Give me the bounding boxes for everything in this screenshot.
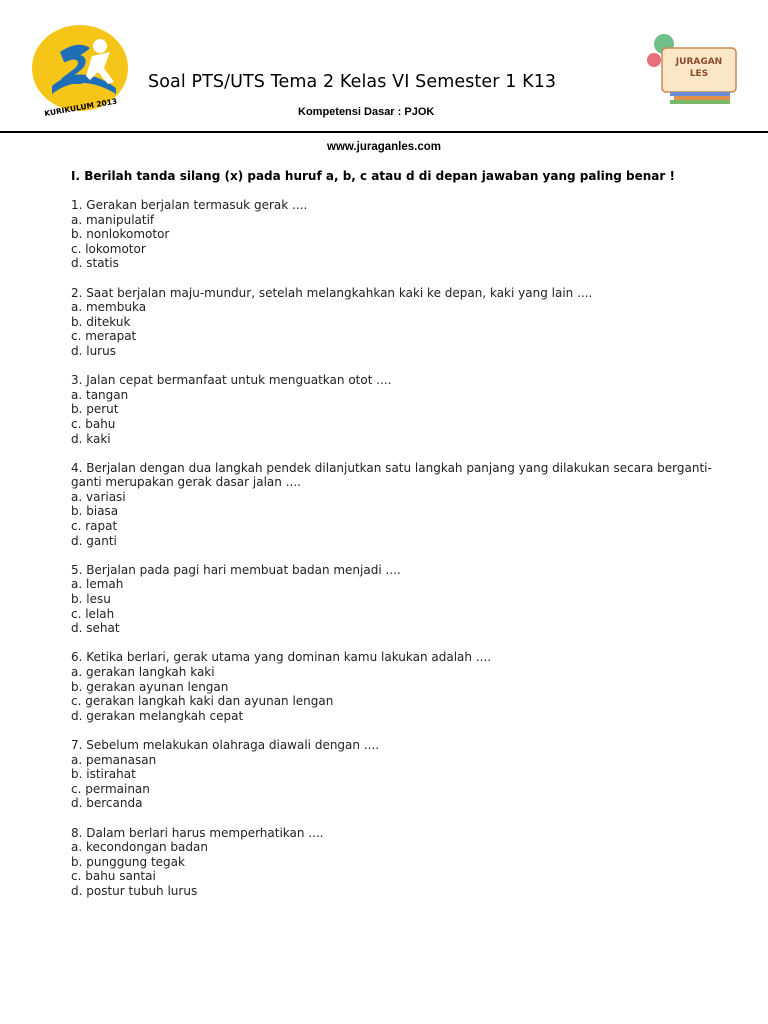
answer-option: b. perut bbox=[71, 402, 119, 417]
page-subtitle: Kompetensi Dasar : PJOK bbox=[298, 106, 435, 118]
answer-option: c. bahu bbox=[71, 416, 116, 431]
answer-option: a. pemanasan bbox=[71, 752, 157, 767]
answer-option: c. gerakan langkah kaki dan ayunan lengan bbox=[71, 694, 334, 709]
answer-option: c. rapat bbox=[71, 519, 118, 534]
page-title: Soal PTS/UTS Tema 2 Kelas VI Semester 1 K13 bbox=[148, 72, 557, 92]
answer-option: d. gerakan melangkah cepat bbox=[71, 708, 244, 723]
svg-text:2: 2 bbox=[60, 48, 88, 94]
question-3 bbox=[71, 373, 731, 446]
answer-option: d. statis bbox=[71, 256, 119, 271]
question-stem: 5. Berjalan pada pagi hari membuat badan menjadi .... bbox=[71, 562, 401, 577]
answer-option: c. lelah bbox=[71, 606, 115, 621]
question-5 bbox=[71, 563, 731, 636]
answer-option: a. variasi bbox=[71, 489, 126, 504]
answer-option: c. permainan bbox=[71, 781, 150, 796]
question-4 bbox=[71, 461, 731, 549]
instruction-text: I. Berilah tanda silang (x) pada huruf a, b, c atau d di depan jawaban yang paling benar ! bbox=[71, 169, 675, 183]
question-stem: 6. Ketika berlari, gerak utama yang dominan kamu lakukan adalah .... bbox=[71, 650, 492, 665]
answer-option: c. merapat bbox=[71, 329, 137, 344]
question-sheet bbox=[71, 169, 731, 913]
answer-option: d. lurus bbox=[71, 343, 116, 358]
answer-option: a. manipulatif bbox=[71, 212, 155, 227]
svg-text:LES: LES bbox=[689, 69, 709, 79]
answer-option: b. gerakan ayunan lengan bbox=[71, 679, 229, 694]
svg-text:KURIKULUM 2013: KURIKULUM 2013 bbox=[43, 96, 118, 118]
question-7 bbox=[71, 738, 731, 811]
answer-option: b. punggung tegak bbox=[71, 854, 185, 869]
header-divider bbox=[0, 131, 768, 133]
answer-option: a. lemah bbox=[71, 577, 124, 592]
question-stem: 1. Gerakan berjalan termasuk gerak .... bbox=[71, 198, 308, 212]
answer-option: d. bercanda bbox=[71, 796, 143, 811]
answer-option: b. biasa bbox=[71, 504, 119, 519]
answer-option: c. lokomotor bbox=[71, 241, 146, 256]
answer-option: a. tangan bbox=[71, 387, 129, 402]
answer-option: b. ditekuk bbox=[71, 314, 131, 329]
juragan-les-logo bbox=[636, 30, 744, 106]
answer-option: d. sehat bbox=[71, 621, 120, 636]
svg-text:JURAGAN: JURAGAN bbox=[675, 57, 723, 67]
question-8 bbox=[71, 826, 731, 899]
answer-option: c. bahu santai bbox=[71, 869, 156, 884]
answer-option: d. postur tubuh lurus bbox=[71, 883, 198, 898]
answer-option: d. ganti bbox=[71, 533, 117, 548]
question-stem: 4. Berjalan dengan dua langkah pendek dilanjutkan satu langkah panjang yang dilakukan secara berganti-ganti merupakan gerak dasar jalan .... bbox=[71, 460, 712, 490]
question-1 bbox=[71, 198, 731, 271]
answer-option: b. nonlokomotor bbox=[71, 227, 170, 242]
answer-option: a. kecondongan badan bbox=[71, 840, 208, 855]
question-6 bbox=[71, 650, 731, 723]
question-stem: 7. Sebelum melakukan olahraga diawali dengan .... bbox=[71, 737, 380, 752]
question-list bbox=[71, 198, 731, 899]
website-link[interactable]: www.juraganles.com bbox=[327, 141, 441, 153]
answer-option: a. gerakan langkah kaki bbox=[71, 665, 215, 679]
question-stem: 3. Jalan cepat bermanfaat untuk menguatkan otot .... bbox=[71, 373, 392, 388]
answer-option: b. istirahat bbox=[71, 767, 136, 782]
kurikulum-2013-logo bbox=[30, 22, 134, 118]
answer-option: d. kaki bbox=[71, 431, 111, 446]
question-stem: 8. Dalam berlari harus memperhatikan .... bbox=[71, 825, 324, 840]
question-stem: 2. Saat berjalan maju-mundur, setelah melangkahkan kaki ke depan, kaki yang lain .... bbox=[71, 285, 593, 300]
answer-option: b. lesu bbox=[71, 592, 111, 607]
answer-option: a. membuka bbox=[71, 300, 147, 315]
question-2 bbox=[71, 286, 731, 359]
